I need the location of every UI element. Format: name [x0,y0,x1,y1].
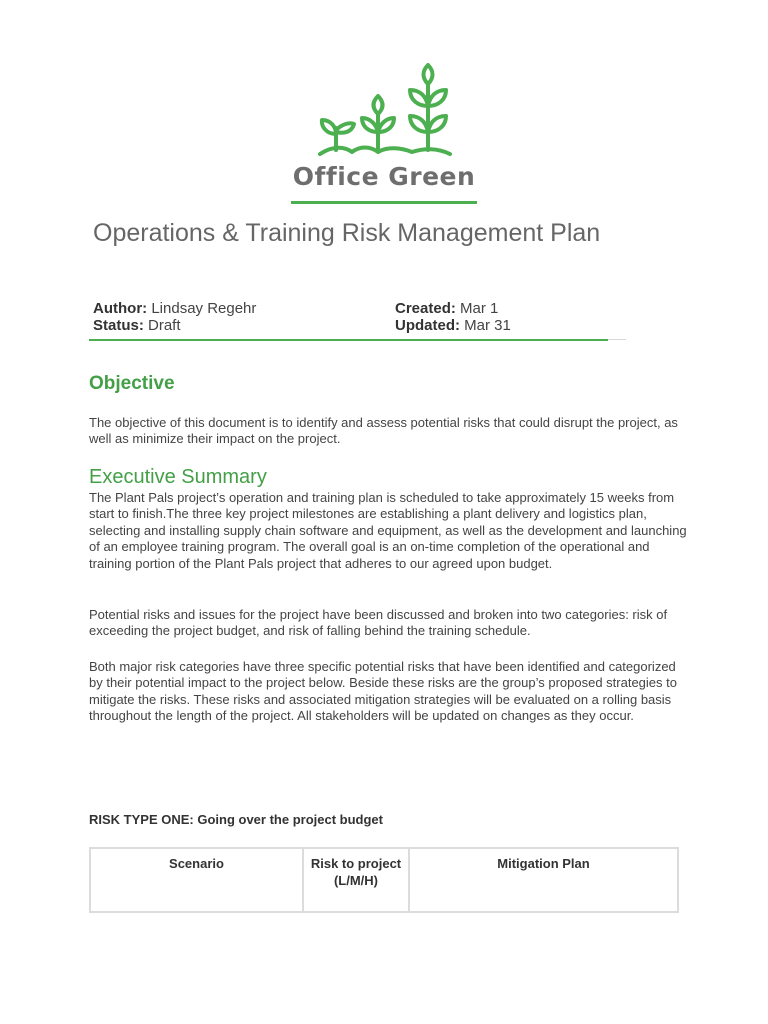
updated-value: Mar 31 [464,317,511,334]
author-line [93,300,256,317]
brand-name: Office Green [292,162,476,191]
brand-underline [291,201,477,204]
risk-table [89,847,679,913]
executive-summary-heading: Executive Summary [89,466,267,488]
updated-line [395,317,511,334]
mitigation-plan-header: Mitigation Plan [409,848,678,912]
status-value: Draft [148,317,181,334]
risk-table-header-row [90,848,678,912]
summary-paragraph-2: Potential risks and issues for the project have been discussed and broken into two categories: risk of exceeding the project budget, and risk of falling behind the training schedule. [89,607,668,639]
author-label: Author: [93,300,148,317]
document-title: Operations & Training Risk Management Plan [93,219,601,247]
summary-paragraph-3: Both major risk categories have three specific potential risks that have been identified and categorized by their potential impact to the project below. Beside these risks are the group’s proposed strategies to mitigate the risks. These risks and associated mitigation strategies will be evaluated on a rolling basis throughout the length of the project. All stakeholders will be updated on changes as they occur. [89,659,677,724]
status-line [93,317,181,334]
objective-body: The objective of this document is to identify and assess potential risks that could disrupt the project, as well as minimize their impact on the project. [89,415,678,447]
author-value: Lindsay Regehr [151,300,257,317]
created-label: Created: [395,300,456,317]
objective-heading: Objective [89,373,175,394]
created-line [395,300,498,317]
summary-paragraph-1: The Plant Pals project’s operation and training plan is scheduled to take approximately 15 weeks from start to finish.The three key project milestones are establishing a plant delivery and logistics plan, selecting and installing supply chain software and equipment, as well as the development and launching of an employee training program. The overall goal is an on-time completion of the operational and training portion of the Plant Pals project that adheres to our agreed upon budget. [89,490,687,571]
meta-divider-tail [608,339,626,340]
status-label: Status: [93,317,144,334]
risk-level-header: Risk to project (L/M/H) [303,848,409,912]
meta-divider [89,339,608,341]
office-green-logo-icon [312,62,458,160]
scenario-header: Scenario [90,848,303,912]
risk-type-one-heading: RISK TYPE ONE: Going over the project budget [89,812,383,827]
updated-label: Updated: [395,317,460,334]
created-value: Mar 1 [460,300,499,317]
